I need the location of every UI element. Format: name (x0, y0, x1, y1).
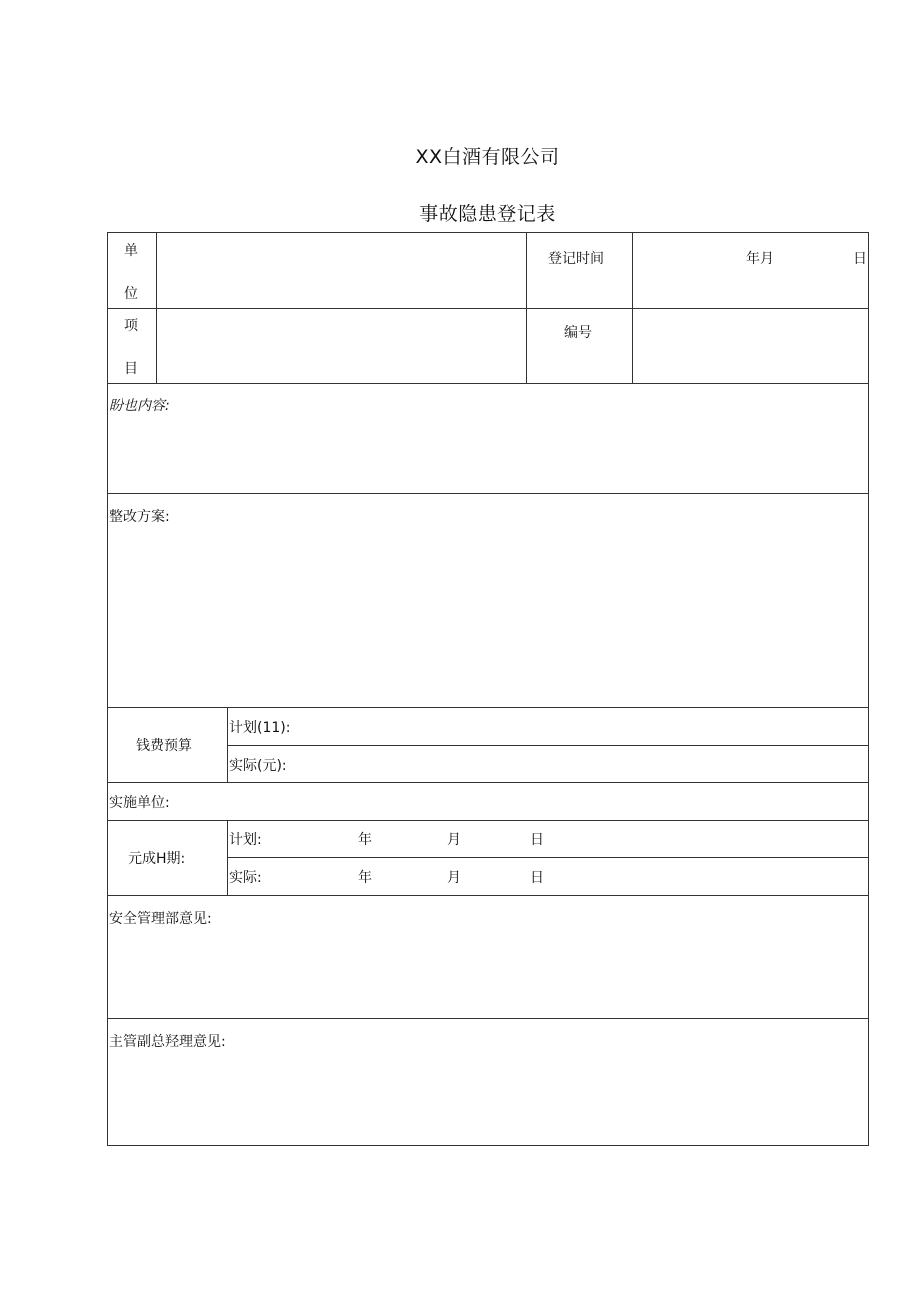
completion-actual-label: 实际: (229, 870, 262, 886)
rectification-plan-label: 整改方案: (109, 509, 170, 525)
row-divider-impl (107, 820, 869, 821)
completion-plan-day: 日 (530, 832, 544, 848)
completion-actual-day: 日 (530, 870, 544, 886)
budget-label: 钱费预算 (136, 738, 192, 754)
implementing-unit-label: 实施单位: (109, 795, 170, 811)
number-label: 编号 (564, 325, 592, 341)
row-divider-budget-inner (227, 745, 869, 746)
budget-plan-label: 计划(11): (229, 720, 291, 736)
completion-plan-label: 计划: (229, 832, 262, 848)
row-divider-safety (107, 1018, 869, 1019)
registration-year-month: 年月 (746, 251, 774, 267)
project-label-top: 项 (124, 318, 138, 334)
col-divider-budget (227, 707, 228, 782)
company-name: XX白酒有限公司 (415, 146, 560, 168)
form-title: 事故隐患登记表 (419, 203, 556, 225)
row-divider-project (107, 383, 869, 384)
row-divider-date (107, 895, 869, 896)
hazard-content-label: 盼也内容: (109, 398, 170, 414)
row-divider-unit (107, 308, 869, 309)
completion-actual-month: 月 (447, 870, 461, 886)
vice-gm-opinion-label: 主管副总羟理意见: (109, 1034, 226, 1050)
completion-date-label: 元成H期: (128, 851, 186, 867)
completion-plan-year: 年 (358, 832, 372, 848)
registration-day: 日 (853, 251, 867, 267)
col-divider-label (156, 232, 157, 383)
row-divider-plan (107, 707, 869, 708)
col-divider-right (632, 232, 633, 383)
unit-label-top: 单 (124, 243, 138, 259)
col-divider-mid (526, 232, 527, 383)
table-frame (107, 232, 869, 1146)
col-divider-date (227, 820, 228, 895)
budget-actual-label: 实际(元): (229, 758, 287, 774)
row-divider-budget (107, 782, 869, 783)
safety-dept-opinion-label: 安全管理部意见: (109, 911, 212, 927)
completion-plan-month: 月 (447, 832, 461, 848)
registration-time-label: 登记时间 (548, 251, 604, 267)
completion-actual-year: 年 (358, 870, 372, 886)
row-divider-content (107, 493, 869, 494)
project-label-bottom: 目 (124, 361, 138, 377)
row-divider-date-inner (227, 857, 869, 858)
unit-label-bottom: 位 (124, 286, 138, 302)
